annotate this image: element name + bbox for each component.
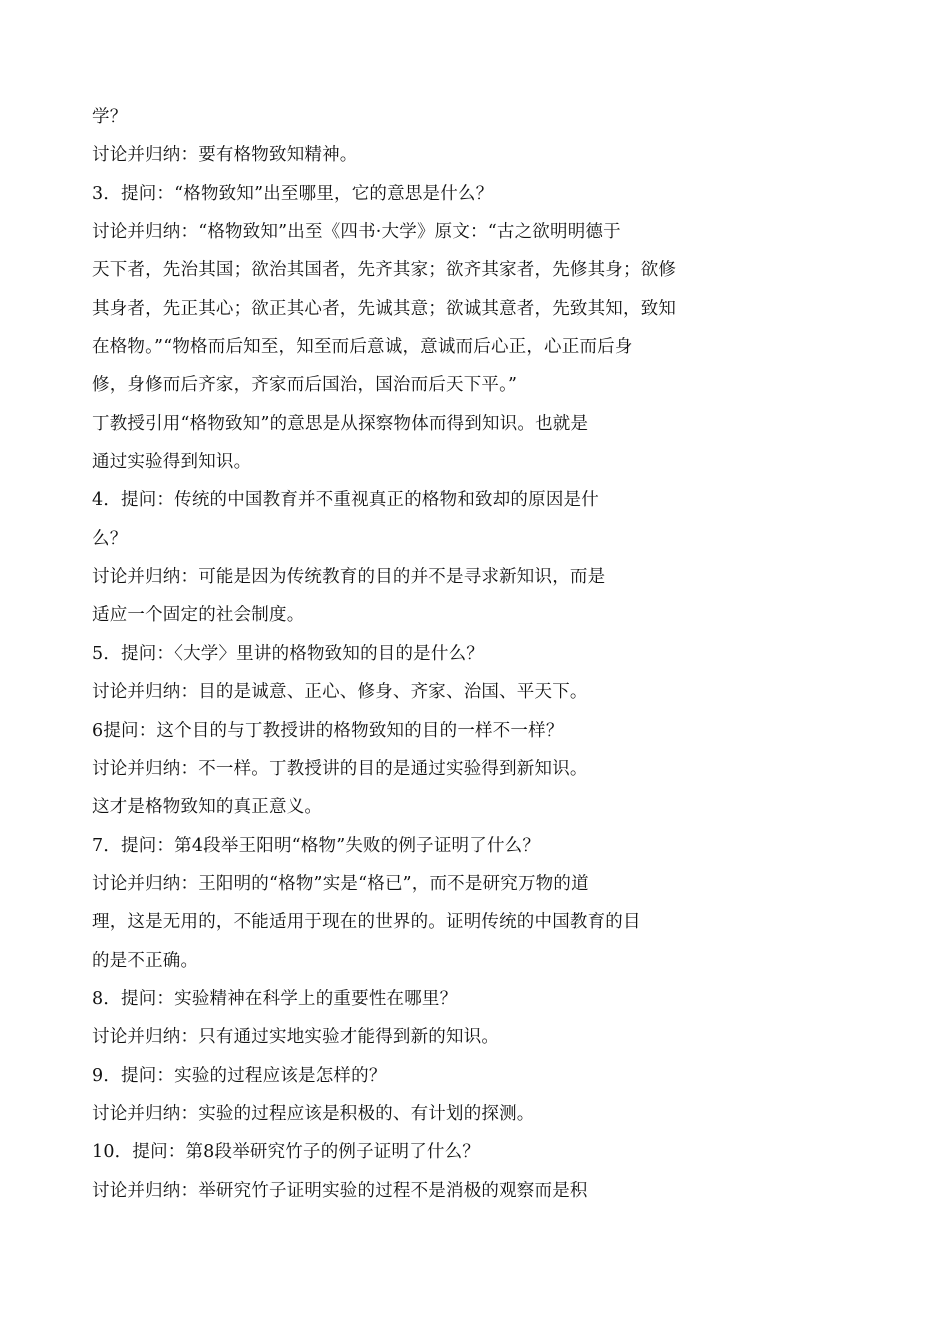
- text-line: 3．提问：“格物致知”出至哪里，它的意思是什么？: [92, 183, 494, 204]
- text-line: 其身者，先正其心；欲正其心者，先诚其意；欲诚其意者，先致其知，致知: [92, 298, 677, 319]
- text-line: 9．提问：实验的过程应该是怎样的？: [92, 1065, 387, 1086]
- text-line: 8．提问：实验精神在科学上的重要性在哪里？: [92, 988, 458, 1009]
- text-line: 这才是格物致知的真正意义。: [92, 797, 323, 818]
- text-line: 么？: [92, 528, 128, 549]
- text-line: 学？: [92, 107, 128, 127]
- text-line: 讨论并归纳：只有通过实地实验才能得到新的知识。: [92, 1027, 500, 1048]
- text-line: 理，这是无用的，不能适用于现在的世界的。证明传统的中国教育的目: [92, 912, 641, 933]
- text-line: 讨论并归纳：目的是诚意、正心、修身、齐家、治国、平天下。: [92, 682, 588, 703]
- text-line: 讨论并归纳：实验的过程应该是积极的、有计划的探测。: [92, 1103, 535, 1124]
- text-line: 讨论并归纳：要有格物致知精神。: [92, 145, 358, 166]
- text-line: 在格物。”“物格而后知至，知至而后意诚，意诚而后心正，心正而后身: [92, 337, 633, 358]
- text-line: 6提问：这个目的与丁教授讲的格物致知的目的一样不一样？: [92, 720, 564, 741]
- text-line: 通过实验得到知识。: [92, 452, 252, 473]
- text-line: 适应一个固定的社会制度。: [92, 605, 305, 626]
- text-line: 7．提问：第4段举王阳明“格物”失败的例子证明了什么？: [92, 835, 541, 856]
- text-line: 4．提问：传统的中国教育并不重视真正的格物和致却的原因是什: [92, 490, 599, 511]
- text-line: 10．提问：第8段举研究竹子的例子证明了什么？: [92, 1142, 481, 1163]
- text-line: 讨论并归纳：“格物致知”出至《四书·大学》原文：“古之欲明明德于: [92, 222, 621, 243]
- text-line: 丁教授引用“格物致知”的意思是从探察物体而得到知识。也就是: [92, 413, 589, 434]
- text-line: 讨论并归纳：举研究竹子证明实验的过程不是消极的观察而是积: [92, 1180, 588, 1201]
- text-line: 的是不正确。: [92, 950, 199, 971]
- text-line: 讨论并归纳：可能是因为传统教育的目的并不是寻求新知识，而是: [92, 567, 606, 588]
- text-line: 天下者，先治其国；欲治其国者，先齐其家；欲齐其家者，先修其身；欲修: [92, 260, 677, 281]
- document-body: [92, 98, 742, 1210]
- text-line: 修，身修而后齐家，齐家而后国治，国治而后天下平。”: [92, 375, 518, 396]
- text-line: 讨论并归纳：王阳明的“格物”实是“格已”，而不是研究万物的道: [92, 873, 589, 894]
- text-line: 5．提问：〈大学〉里讲的格物致知的目的是什么？: [92, 643, 484, 664]
- text-line: 讨论并归纳：不一样。丁教授讲的目的是通过实验得到新知识。: [92, 758, 588, 779]
